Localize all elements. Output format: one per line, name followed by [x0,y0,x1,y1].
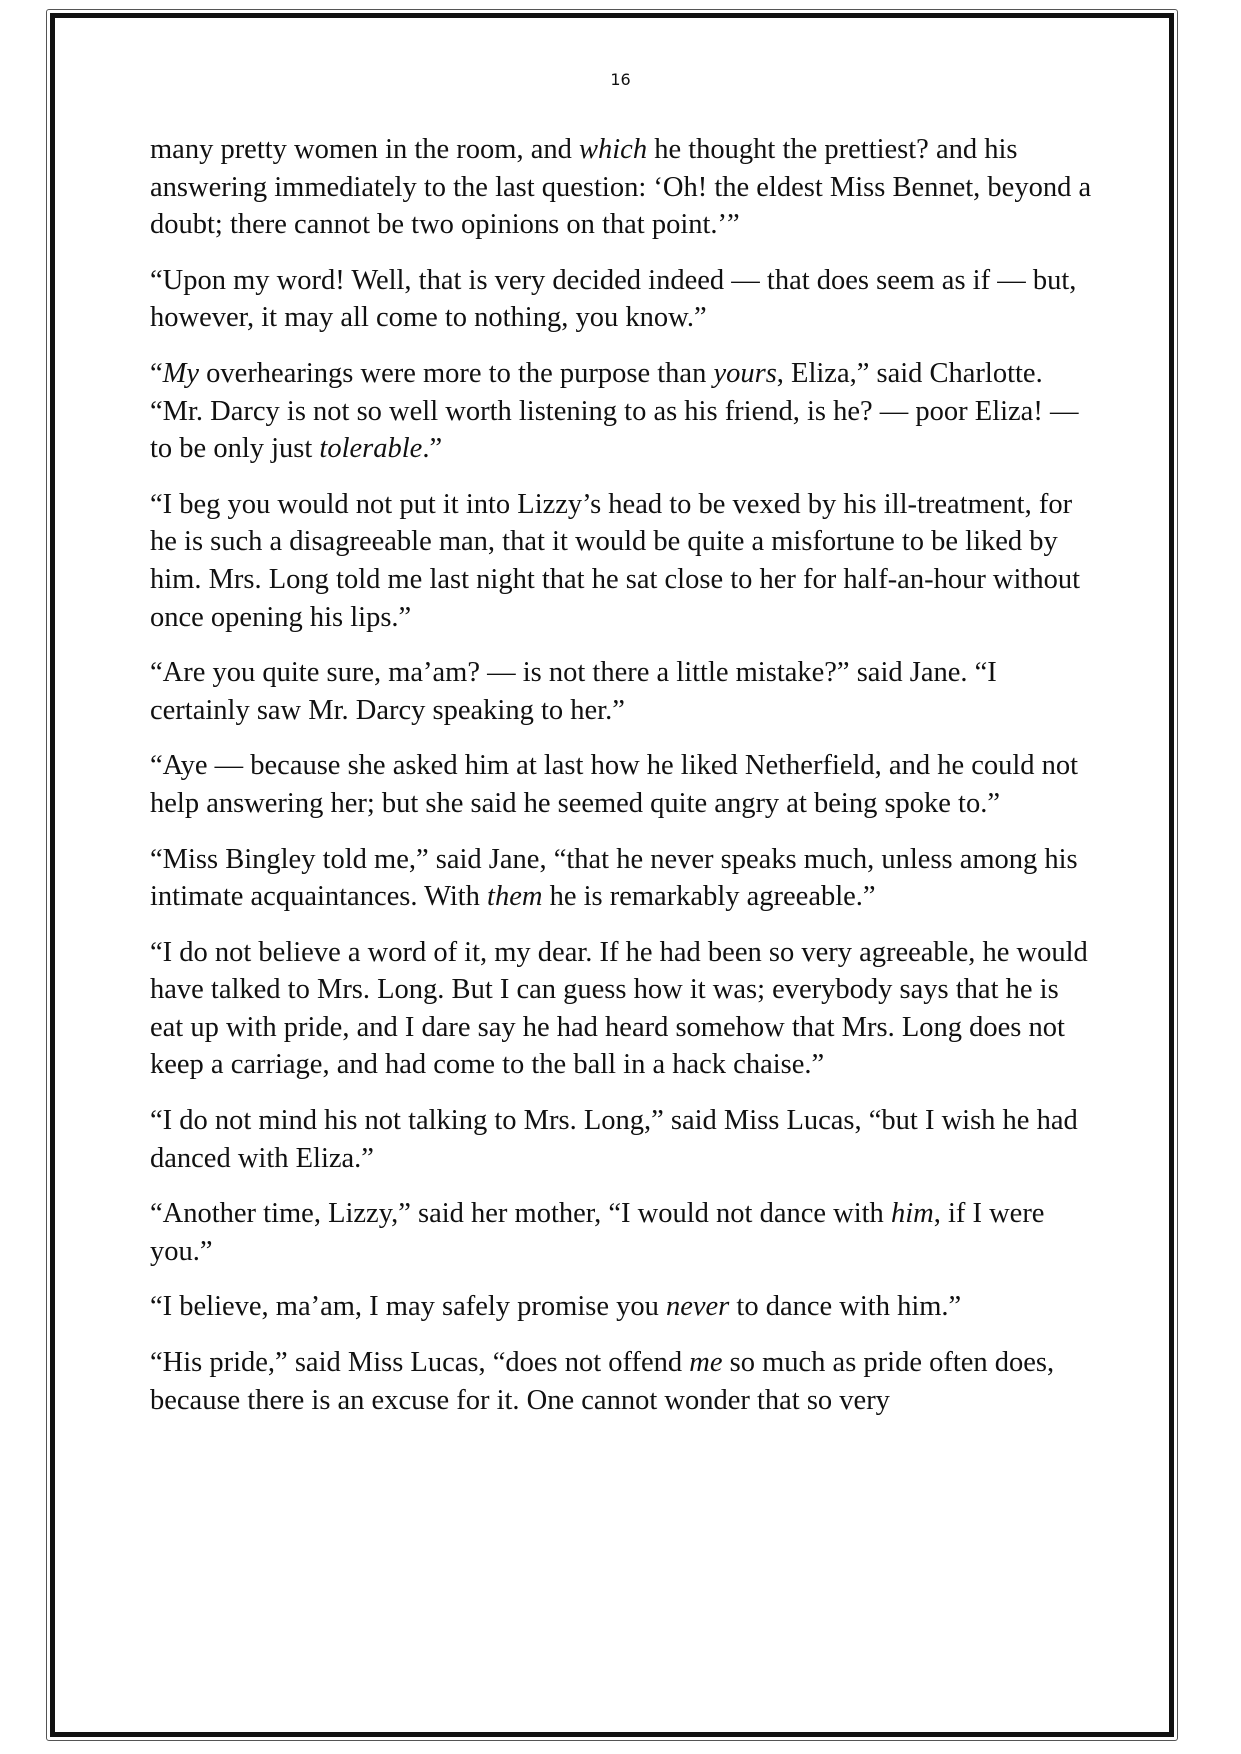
text-run: so much as pride often does, because there is an excuse for it. One cannot wonder that so very [150,1347,1055,1416]
emphasis-text: yours [713,357,777,389]
text-run: “Another time, Lizzy,” said her mother, “I would not dance with [150,1198,891,1230]
text-run: “I beg you would not put it into Lizzy’s head to be vexed by his ill-treatment, for he is such a disagreeable man, that it would be quite a misfortune to be liked by him. Mrs. Long told me last night that he sat close to her for half-an-hour without once opening his lips.” [150,488,1081,633]
paragraph [150,1344,1092,1419]
text-run: .” [422,433,443,465]
emphasis-text: them [487,881,543,913]
paragraph [150,747,1092,822]
text-run: he is remarkably agreeable.” [542,881,876,913]
emphasis-text: never [665,1291,730,1323]
emphasis-text: which [579,134,648,165]
text-run: overhearings were more to the purpose than [199,357,714,389]
paragraph [150,654,1092,729]
text-run: to dance with him.” [729,1291,962,1323]
text-run: “Are you quite sure, ma’am? — is not there a little mistake?” said Jane. “I certainly saw Mr. Darcy speaking to her.” [150,657,997,726]
text-run: , if I were you.” [150,1198,1045,1267]
text-run: , Eliza,” said Charlotte. “Mr. Darcy is not so well worth listening to as his friend, is he? — poor Eliza! — to be only just [150,357,1079,465]
text-run: “Aye — because she asked him at last how he liked Netherfield, and he could not help answering her; but she said he seemed quite angry at being spoke to.” [150,750,1079,819]
text-run: “ [150,357,163,389]
text-run: “His pride,” said Miss Lucas, “does not offend [150,1347,690,1379]
paragraph [150,841,1092,916]
paragraph [150,1102,1092,1177]
paragraph [150,486,1092,636]
emphasis-text: me [689,1347,723,1379]
emphasis-text: tolerable [319,433,423,465]
paragraph [150,1195,1092,1270]
emphasis-text: My [162,357,200,389]
text-run: “I believe, ma’am, I may safely promise you [150,1291,666,1323]
text-run: “I do not believe a word of it, my dear. If he had been so very agreeable, he would have talked to Mrs. Long. But I can guess how it was; everybody says that he is eat up with pride, and I dare say he had heard somehow that Mrs. Long does not keep a carriage, and had come to the ball in a hack chaise.” [150,936,1088,1081]
paragraph [150,355,1092,468]
paragraph [150,934,1092,1084]
text-run: he thought the prettiest? and his answering immediately to the last question: ‘Oh! the eldest Miss Bennet, beyond a doubt; there cannot be two opinions on that point.’” [150,134,1092,241]
paragraph [150,131,1092,244]
paragraph [150,1288,1092,1326]
page-body [150,131,1092,1437]
paragraph [150,262,1092,337]
text-run: many pretty women in the room, and [150,134,579,165]
text-run: “Miss Bingley told me,” said Jane, “that he never speaks much, unless among his intimate acquaintances. With [150,843,1078,913]
text-run: “Upon my word! Well, that is very decided indeed — that does seem as if — but, however, it may all come to nothing, you know.” [150,264,1077,334]
text-run: “I do not mind his not talking to Mrs. Long,” said Miss Lucas, “but I wish he had danced with Eliza.” [150,1105,1078,1174]
page-number: 16 [610,70,631,89]
emphasis-text: him [890,1198,934,1230]
